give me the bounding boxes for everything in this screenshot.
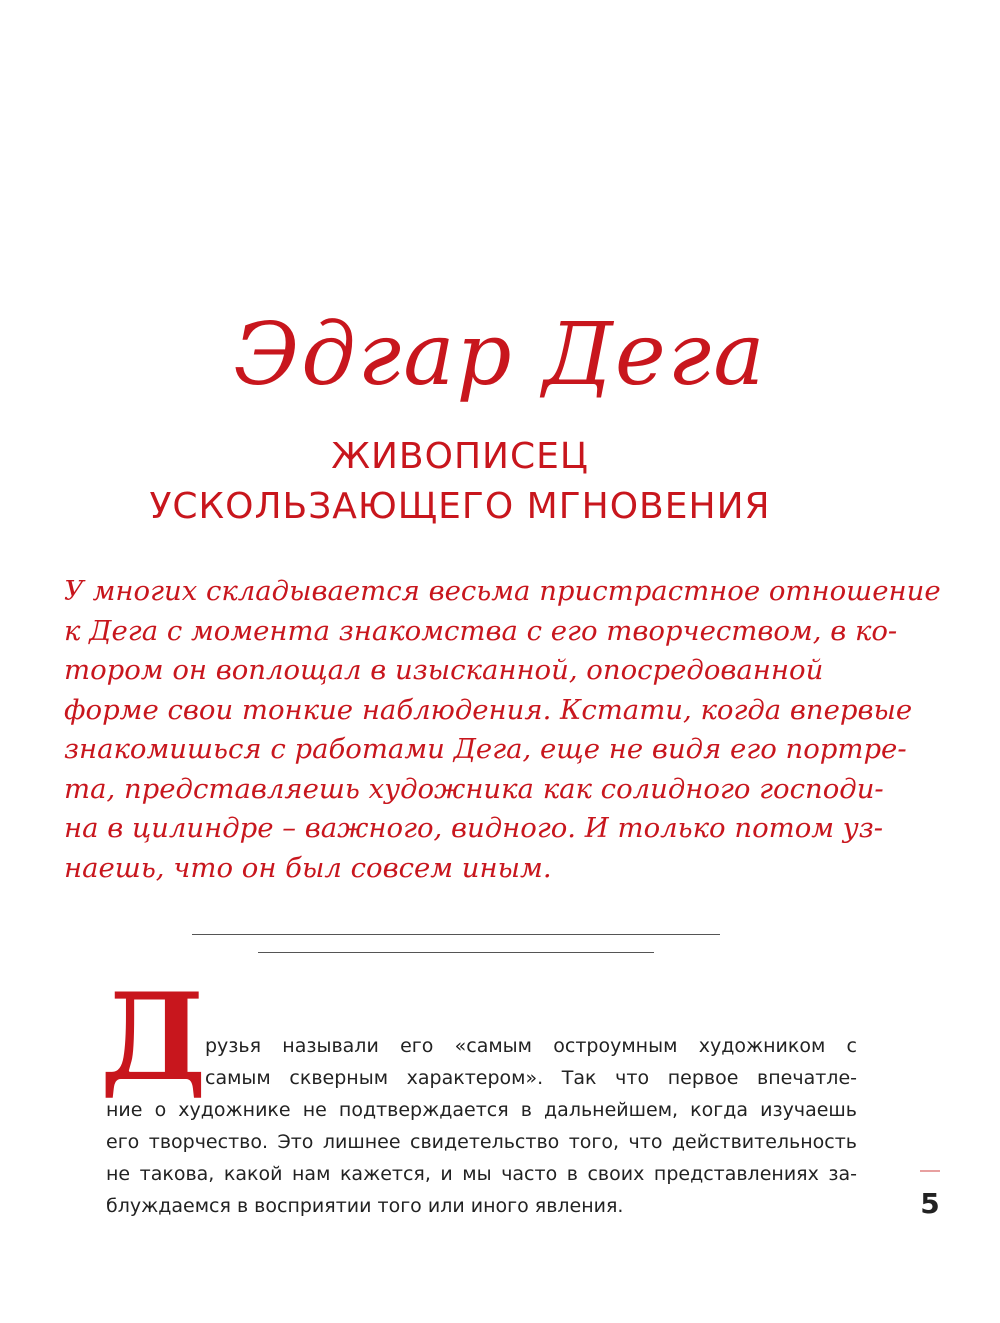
subtitle-line: ЖИВОПИСЕЦ	[331, 436, 589, 477]
body-line: самым скверным характером». Так что первое впечатле-	[205, 1067, 857, 1089]
body-line: блуждаемся в восприятии того или иного явления.	[106, 1195, 624, 1217]
divider-line	[258, 952, 654, 953]
body-line: рузья называли его «самым остроумным художником с	[205, 1035, 857, 1057]
body-line: его творчество. Это лишнее свидетельство того, что действительность	[106, 1131, 857, 1153]
lead-line: к Дега с момента знакомства с его творчеством, в ко-	[64, 614, 898, 647]
page-number-mark	[920, 1170, 940, 1172]
lead-paragraph	[64, 572, 941, 888]
subtitle-line: УСКОЛЬЗАЮЩЕГО МГНОВЕНИЯ	[149, 486, 771, 527]
lead-line: тором он воплощал в изысканной, опосредованной	[64, 654, 824, 686]
page-title: Эдгар Дега	[233, 305, 767, 405]
page-subtitle	[0, 432, 920, 532]
lead-line: та, представляешь художника как солидного господи-	[64, 772, 884, 805]
lead-line: знакомишься с работами Дега, еще не видя его портре-	[64, 733, 907, 765]
body-line: не такова, какой нам кажется, и мы часто в своих представлениях за-	[106, 1163, 857, 1185]
lead-line: форме свои тонкие наблюдения. Кстати, когда впервые	[64, 693, 913, 726]
body-line: ние о художнике не подтверждается в дальнейшем, когда изучаешь	[106, 1099, 857, 1121]
lead-line: наешь, что он был совсем иным.	[64, 851, 552, 884]
page-number: 5	[920, 1187, 940, 1220]
lead-line: на в цилиндре – важного, видного. И только потом уз-	[64, 812, 884, 844]
divider-line	[192, 934, 720, 935]
drop-cap: Д	[100, 967, 207, 1108]
lead-line: У многих складывается весьма пристрастное отношение	[64, 575, 941, 607]
